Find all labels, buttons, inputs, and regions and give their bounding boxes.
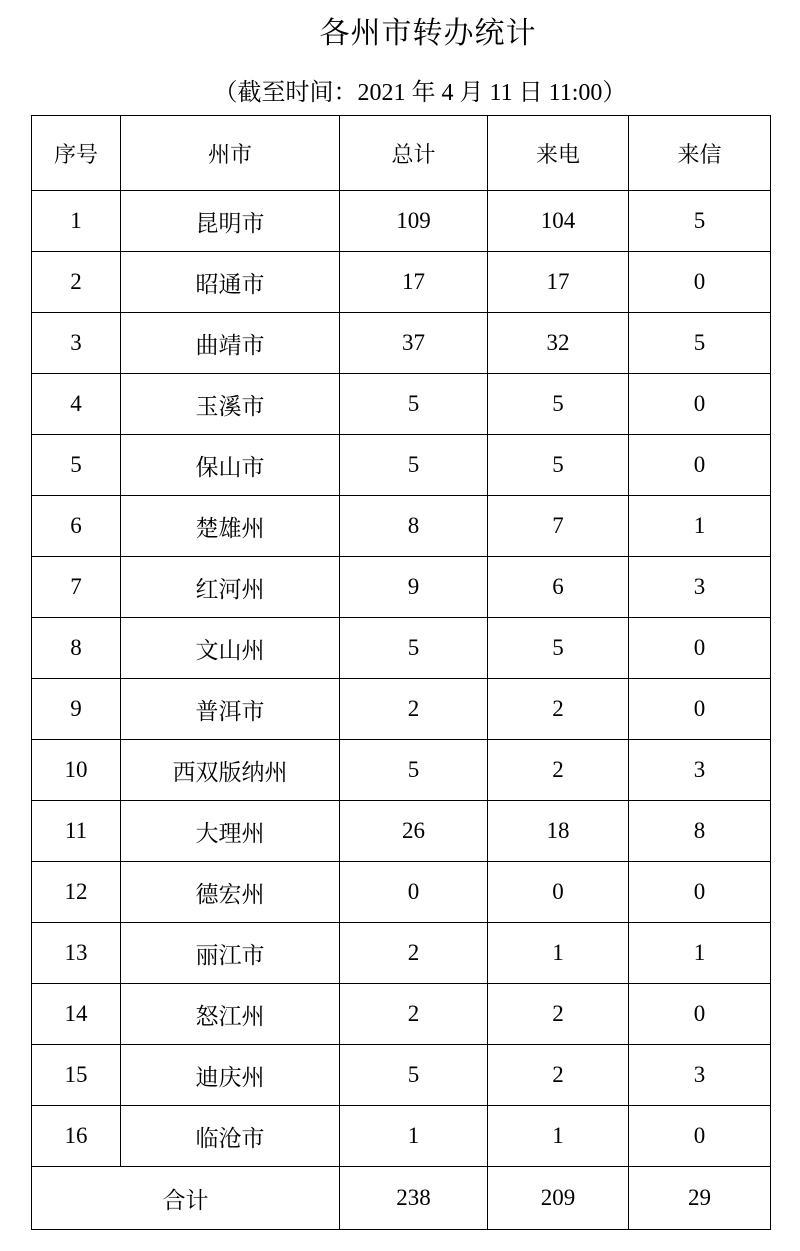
row-total: 26: [340, 801, 488, 862]
row-letters: 1: [629, 496, 771, 557]
row-index: 12: [32, 862, 121, 923]
row-city: 玉溪市: [121, 374, 340, 435]
row-calls: 5: [488, 374, 629, 435]
cutoff-time: （截至时间：2021 年 4 月 11 日 11:00）: [213, 80, 627, 106]
row-calls: 2: [488, 1045, 629, 1106]
row-total: 5: [340, 1045, 488, 1106]
table-row: [32, 496, 771, 557]
referral-statistics-table: [31, 115, 771, 1230]
table-row: [32, 374, 771, 435]
row-city: 昆明市: [121, 191, 340, 252]
row-letters: 3: [629, 1045, 771, 1106]
row-letters: 3: [629, 557, 771, 618]
row-index: 3: [32, 313, 121, 374]
row-calls: 2: [488, 679, 629, 740]
row-calls: 17: [488, 252, 629, 313]
row-city: 红河州: [121, 557, 340, 618]
table-row: [32, 984, 771, 1045]
row-city: 大理州: [121, 801, 340, 862]
row-calls: 6: [488, 557, 629, 618]
row-total: 17: [340, 252, 488, 313]
row-index: 2: [32, 252, 121, 313]
row-letters: 0: [629, 435, 771, 496]
row-city: 德宏州: [121, 862, 340, 923]
row-index: 8: [32, 618, 121, 679]
summary-row: [32, 1167, 771, 1230]
row-letters: 0: [629, 618, 771, 679]
row-total: 5: [340, 740, 488, 801]
table-row: [32, 1106, 771, 1167]
table-body: [32, 191, 771, 1230]
row-total: 5: [340, 618, 488, 679]
table-row: [32, 1045, 771, 1106]
row-city: 西双版纳州: [121, 740, 340, 801]
row-total: 5: [340, 435, 488, 496]
row-letters: 3: [629, 740, 771, 801]
header-city: 州市: [121, 116, 340, 191]
row-letters: 0: [629, 1106, 771, 1167]
row-index: 15: [32, 1045, 121, 1106]
table-row: [32, 862, 771, 923]
header-letters: 来信: [629, 116, 771, 191]
table-row: [32, 435, 771, 496]
row-letters: 0: [629, 862, 771, 923]
table-row: [32, 252, 771, 313]
summary-letters: 29: [629, 1167, 771, 1230]
row-total: 2: [340, 923, 488, 984]
row-letters: 0: [629, 252, 771, 313]
row-city: 丽江市: [121, 923, 340, 984]
row-letters: 0: [629, 374, 771, 435]
row-total: 109: [340, 191, 488, 252]
row-letters: 1: [629, 923, 771, 984]
row-letters: 0: [629, 679, 771, 740]
row-index: 9: [32, 679, 121, 740]
row-total: 8: [340, 496, 488, 557]
row-index: 13: [32, 923, 121, 984]
row-city: 文山州: [121, 618, 340, 679]
row-city: 普洱市: [121, 679, 340, 740]
row-index: 14: [32, 984, 121, 1045]
header-calls: 来电: [488, 116, 629, 191]
row-city: 怒江州: [121, 984, 340, 1045]
row-index: 16: [32, 1106, 121, 1167]
row-city: 昭通市: [121, 252, 340, 313]
row-total: 9: [340, 557, 488, 618]
header-index: 序号: [32, 116, 121, 191]
table-row: [32, 740, 771, 801]
header-row: [32, 116, 771, 191]
row-city: 楚雄州: [121, 496, 340, 557]
header-total: 总计: [340, 116, 488, 191]
summary-label: 合计: [32, 1167, 340, 1230]
row-total: 37: [340, 313, 488, 374]
row-city: 迪庆州: [121, 1045, 340, 1106]
row-calls: 5: [488, 435, 629, 496]
row-calls: 1: [488, 923, 629, 984]
table-row: [32, 801, 771, 862]
row-total: 2: [340, 679, 488, 740]
row-calls: 7: [488, 496, 629, 557]
table-row: [32, 191, 771, 252]
row-letters: 8: [629, 801, 771, 862]
row-calls: 1: [488, 1106, 629, 1167]
row-total: 1: [340, 1106, 488, 1167]
summary-total: 238: [340, 1167, 488, 1230]
row-index: 6: [32, 496, 121, 557]
row-total: 5: [340, 374, 488, 435]
table-row: [32, 557, 771, 618]
row-index: 1: [32, 191, 121, 252]
row-calls: 32: [488, 313, 629, 374]
table-row: [32, 618, 771, 679]
row-letters: 5: [629, 191, 771, 252]
row-letters: 5: [629, 313, 771, 374]
document-title: 各州市转办统计: [319, 16, 537, 51]
table-row: [32, 313, 771, 374]
row-calls: 5: [488, 618, 629, 679]
row-index: 5: [32, 435, 121, 496]
row-index: 4: [32, 374, 121, 435]
table-row: [32, 679, 771, 740]
row-letters: 0: [629, 984, 771, 1045]
row-city: 临沧市: [121, 1106, 340, 1167]
summary-calls: 209: [488, 1167, 629, 1230]
row-calls: 18: [488, 801, 629, 862]
row-city: 曲靖市: [121, 313, 340, 374]
row-index: 11: [32, 801, 121, 862]
row-calls: 104: [488, 191, 629, 252]
row-calls: 2: [488, 740, 629, 801]
row-calls: 2: [488, 984, 629, 1045]
row-total: 0: [340, 862, 488, 923]
row-calls: 0: [488, 862, 629, 923]
table-row: [32, 923, 771, 984]
row-total: 2: [340, 984, 488, 1045]
row-index: 7: [32, 557, 121, 618]
row-index: 10: [32, 740, 121, 801]
row-city: 保山市: [121, 435, 340, 496]
